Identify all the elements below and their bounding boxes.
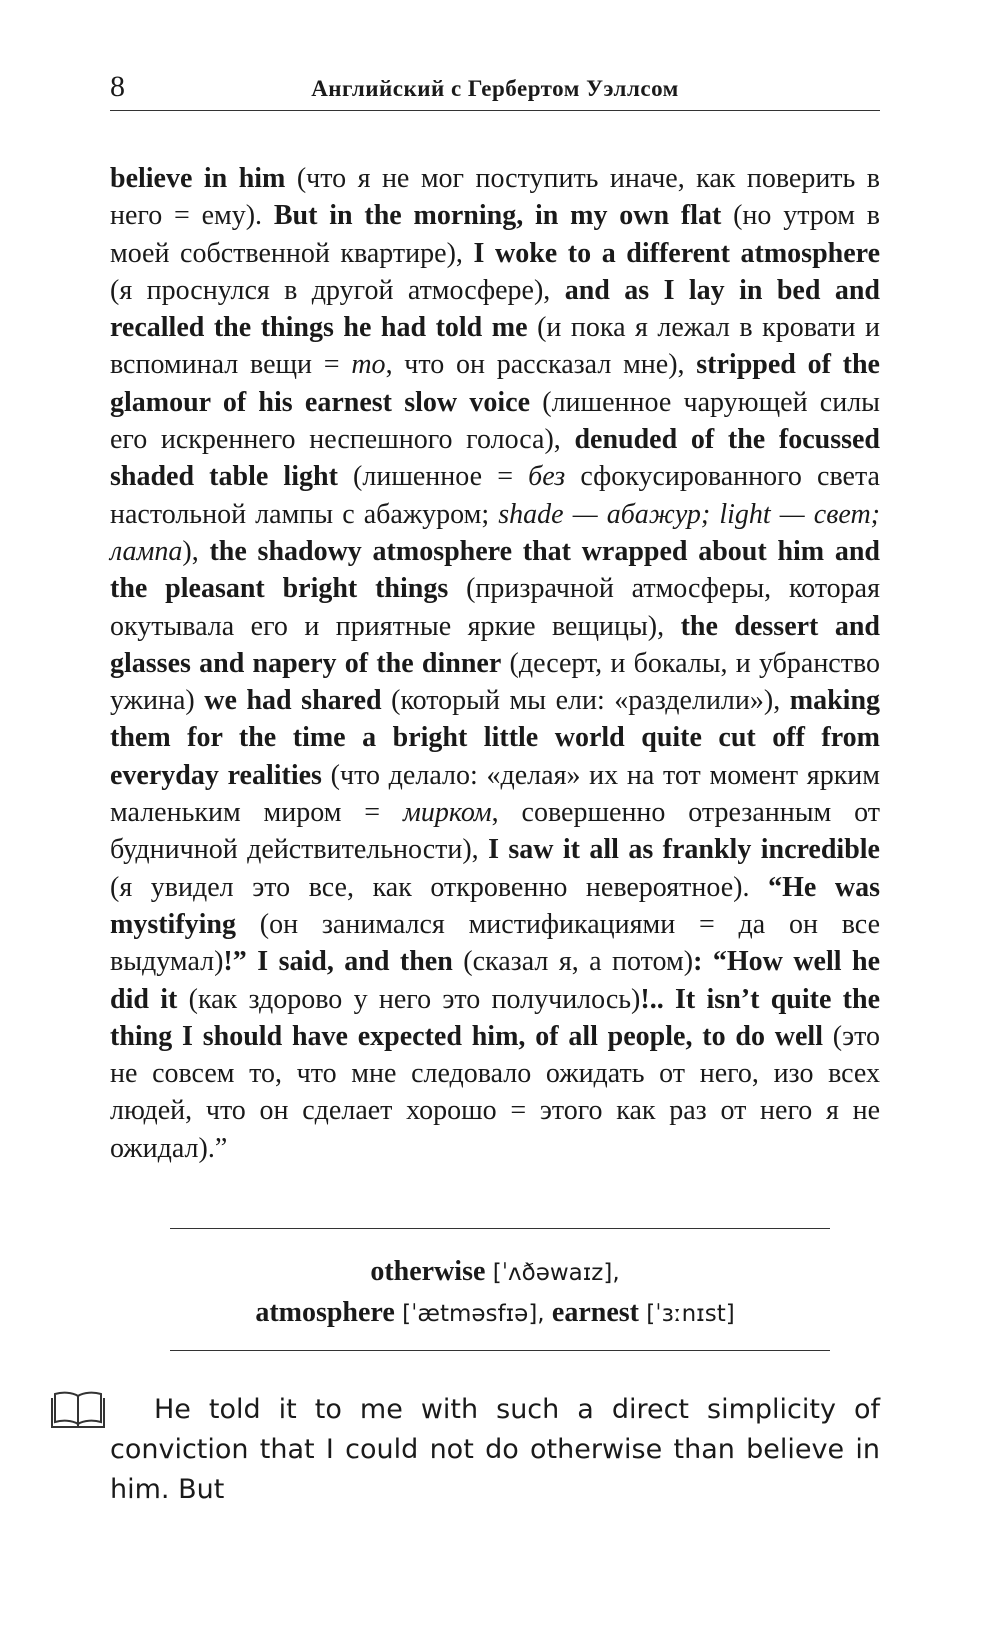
english-phrase: I woke to a different atmosphere [473,237,881,269]
russian-gloss: (он занимался мистификациями = да он все выдумал) [110,908,880,978]
vocab-transcription: [ˈʌðəwaɪz], [485,1260,620,1286]
original-paragraph: He told it to me with such a direct simplicity of conviction that I could not do otherwise than believe in him. But [110,1394,880,1505]
vocabulary-box [110,1252,880,1334]
vocab-transcription: [ˈætməsfɪə], [394,1301,552,1327]
header-rule [110,110,880,111]
english-phrase: believe in him [110,163,286,194]
vocab-word: earnest [551,1297,639,1328]
english-phrase: the dessert and glasses and napery of the dinner [110,610,880,679]
russian-gloss: (призрачной атмосферы, которая окутывала его и приятные яркие вещицы), [110,573,880,642]
vocab-transcription: [ˈɜːnɪst] [639,1301,735,1327]
english-phrase: But in the morning, in my own flat [273,200,722,232]
english-phrase: the shadowy atmosphere that wrapped about him and the pleasant bright things [110,535,880,605]
vocab-line-2 [110,1293,880,1334]
russian-gloss: (что делало: «делая» их на тот момент ярким маленьким миром = [110,759,880,829]
russian-gloss-italic: shade — абажур; light — свет; лампа [110,498,880,567]
english-phrase: and as I lay in bed and recalled the things he had told me [110,274,880,344]
english-phrase: !.. It isn’t quite the thing I should have expected him, of all people, to do well [110,983,881,1052]
russian-gloss: ), [182,535,210,567]
page-header [110,70,880,114]
russian-gloss: (но утром в моей собственной квартире), [110,200,881,269]
russian-gloss: (я проснулся в другой атмосфере), [110,274,565,306]
russian-gloss-italic: то [351,349,386,381]
english-phrase: “He was mystifying [110,871,880,940]
russian-gloss: сфокусированного света настольной лампы с абажуром; [110,461,880,530]
russian-gloss: , что он рассказал мне), [385,349,697,381]
russian-gloss: (десерт, и бокалы, и убранство ужина) [110,647,880,717]
vocab-word: atmosphere [255,1297,395,1328]
russian-gloss: (который мы ели: «разделили»), [381,685,790,717]
russian-gloss: (сказал я, а потом) [452,946,694,978]
vocab-rule-top [170,1228,830,1229]
russian-gloss: (что я не мог поступить иначе, как поверить в него = ему). [110,163,880,232]
russian-gloss: (как здорово у него это получилось) [177,983,641,1015]
vocab-rule-bottom [170,1350,830,1351]
russian-gloss: (и пока я лежал в кровати и вспоминал вещи = [110,312,880,381]
english-phrase: I saw it all as frankly incredible [488,834,880,866]
open-book-icon [50,1390,106,1430]
page-number: 8 [110,70,125,103]
english-phrase: stripped of the glamour of his earnest slow voice [110,349,880,418]
english-phrase: we had shared [204,685,382,717]
vocab-word: otherwise [370,1256,486,1287]
russian-gloss: (лишенное чарующей силы его искреннего неспешного голоса), [110,386,880,456]
russian-gloss-italic: без [528,461,566,493]
russian-gloss-italic: мирком [402,797,492,829]
russian-gloss: , совершенно отрезанным от будничной действительности), [110,797,880,866]
original-text [110,1390,880,1510]
annotated-text [110,160,880,1167]
russian-gloss: (это не совсем то, что мне следовало ожидать от него, изо всех людей, что он сделает хорошо = этого как раз от него я не ожидал).” [110,1020,880,1164]
running-title: Английский с Гербертом Уэллсом [311,76,679,101]
russian-gloss: (лишенное = [337,461,529,493]
vocab-line-1 [110,1252,880,1293]
english-phrase: : “How well he did it [110,946,880,1015]
english-phrase: denuded of the focussed shaded table light [110,424,881,493]
english-phrase: !” I said, and then [223,946,453,978]
russian-gloss: (я увидел это все, как откровенно невероятное). [110,871,769,903]
english-phrase: making them for the time a bright little world quite cut off from everyday realities [110,685,881,791]
